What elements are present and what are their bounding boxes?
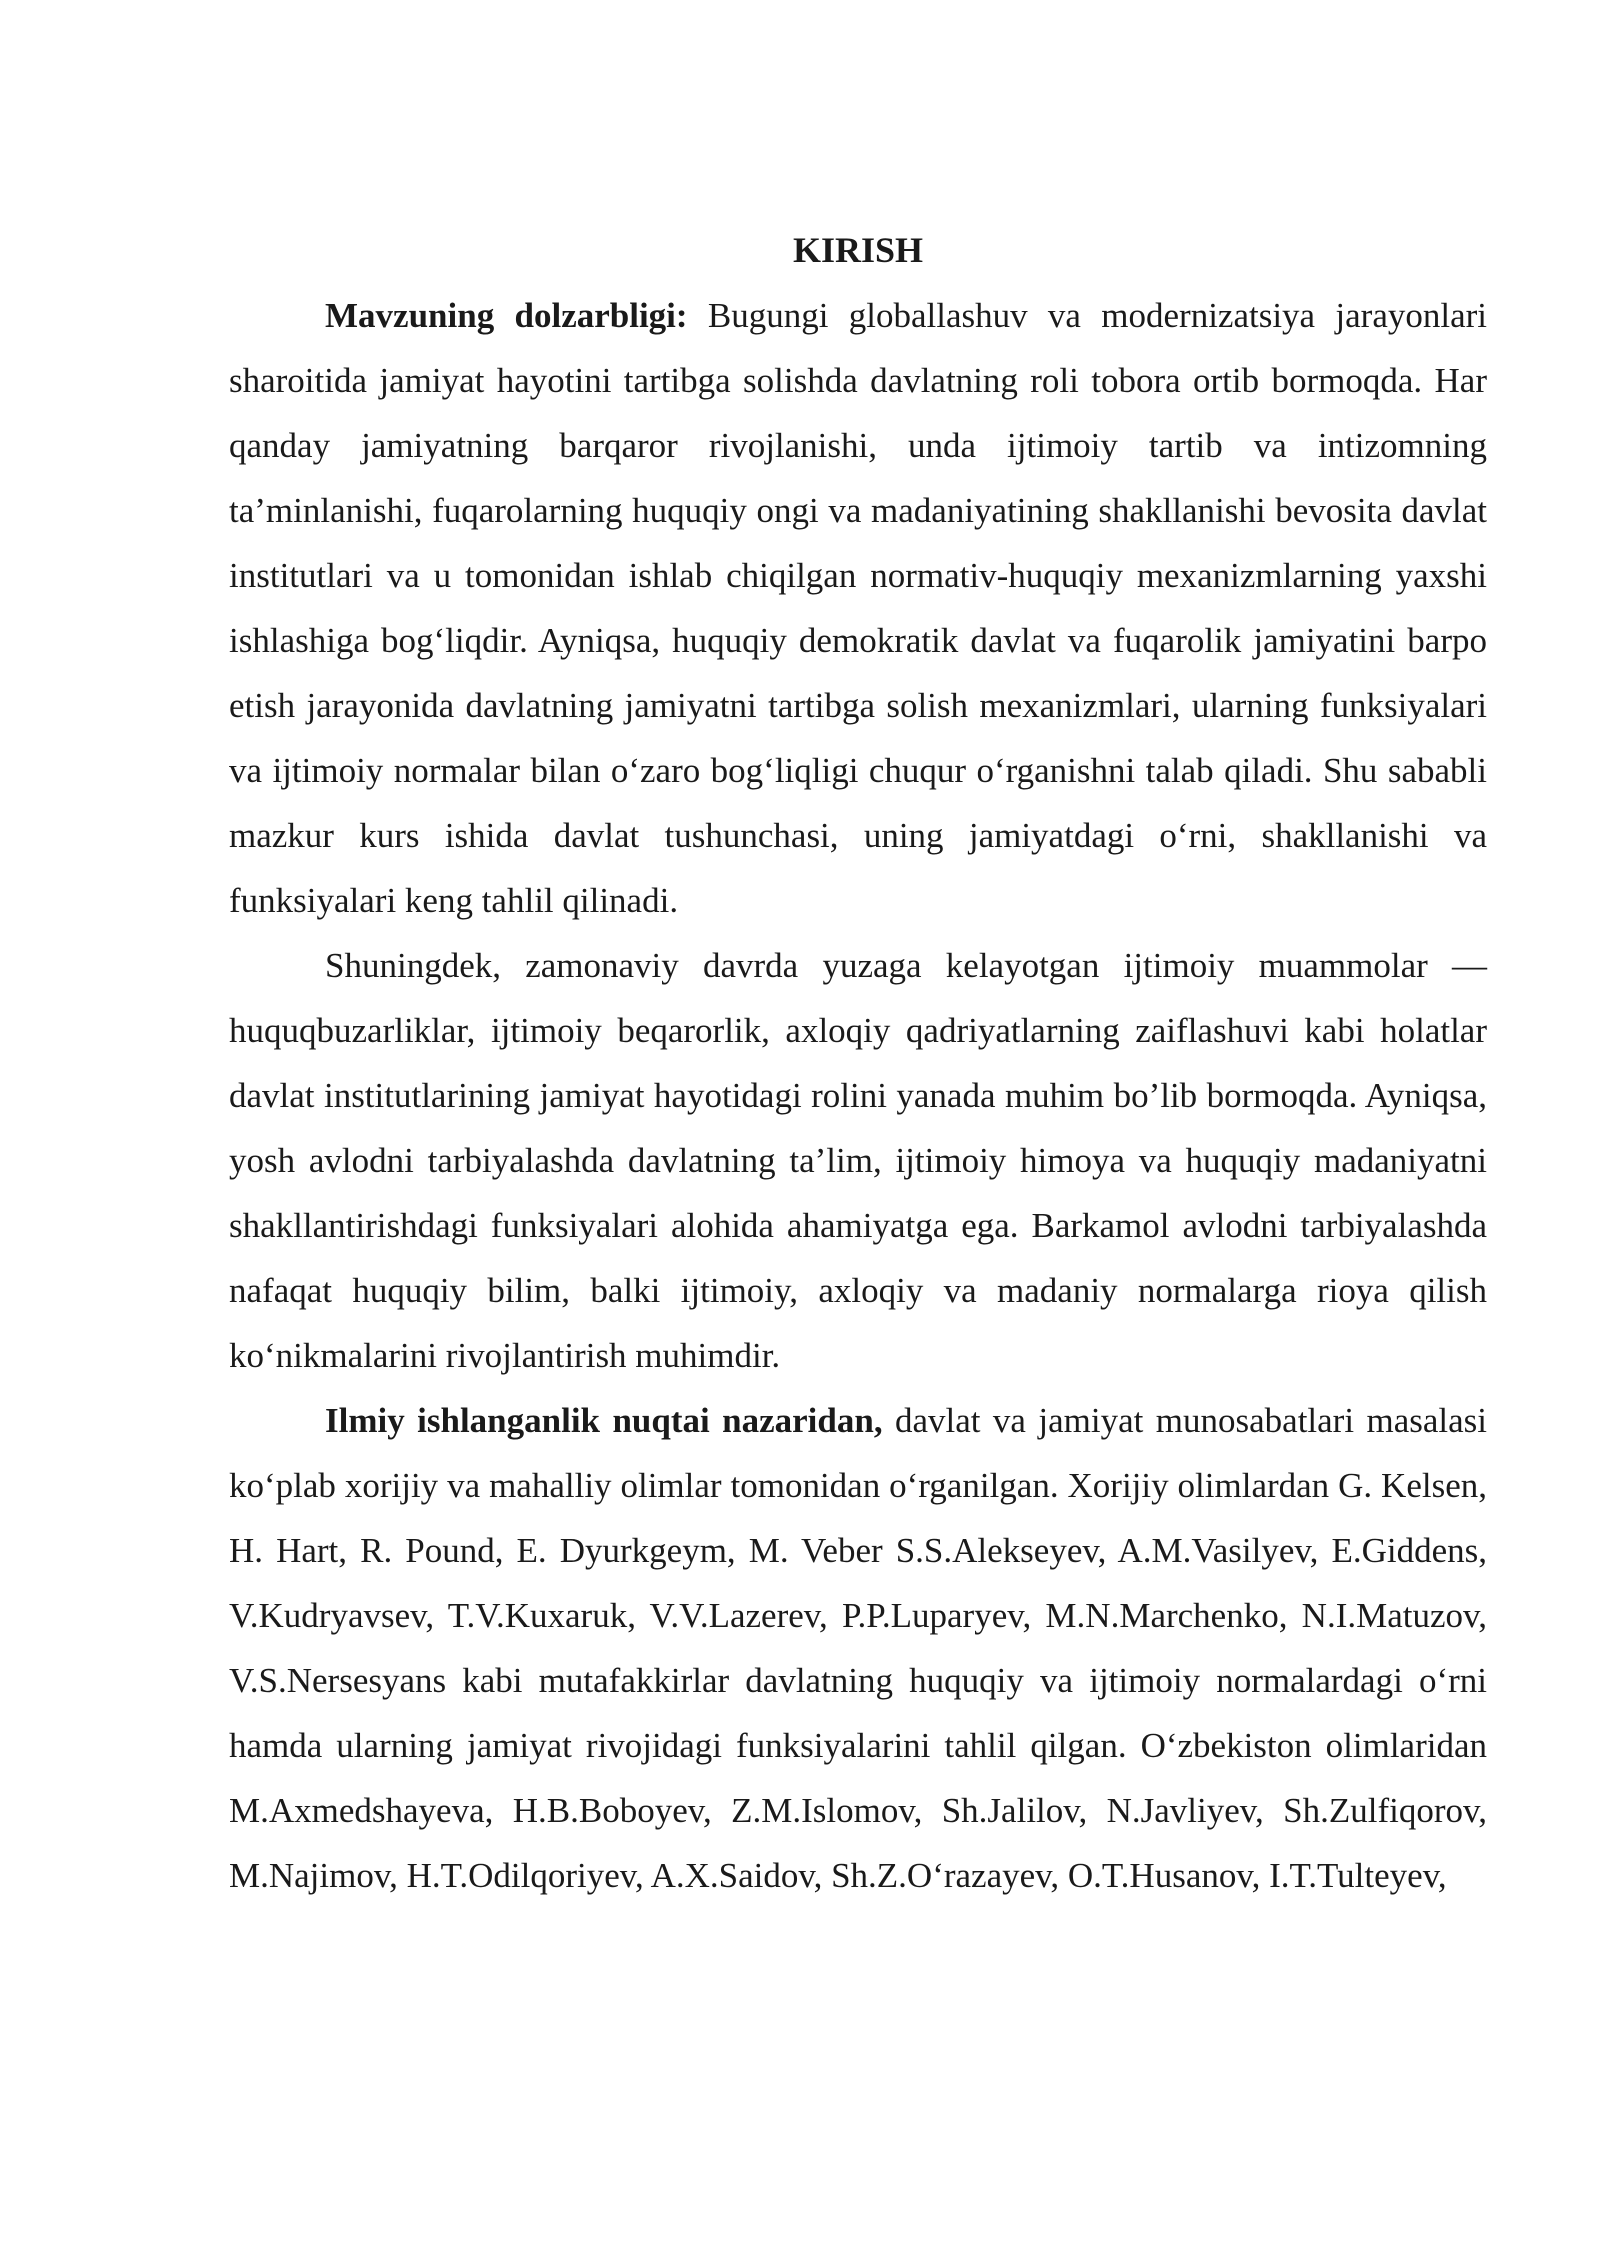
paragraph-text: davlat va jamiyat munosabatlari masalasi ko‘plab xorijiy va mahalliy olimlar tomonidan o‘rganilgan. Xorijiy olimlardan G. Kelsen, H. Hart, R. Pound, E. Dyurkgeym, M. Veber S.S.Alekseyev, A.M.Vasilyev, E.Giddens, V.Kudryavsev, T.V.Kuxaruk, V.V.Lazerev, P.P.Luparyev, M.N.Marchenko, N.I.Matuzov, V.S.Nersesyans kabi mutafakkirlar davlatning huquqiy va ijtimoiy normalardagi o‘rni hamda ularning jamiyat rivojidagi funksiyalarini tahlil qilgan. O‘zbekiston olimlaridan M.Axmedshayeva, H.B.Boboyev, Z.M.Islomov, Sh.Jalilov, N.Javliyev, Sh.Zulfiqorov, M.Najimov, H.T.Odilqoriyev, A.X.Saidov, Sh.Z.O‘razayev, O.T.Husanov, I.T.Tulteyev,	[229, 1401, 1487, 1895]
paragraph-social-problems	[229, 933, 1487, 1388]
document-page	[229, 218, 1487, 1908]
section-heading: KIRISH	[792, 230, 924, 270]
paragraph-relevance	[229, 283, 1487, 933]
paragraph-text: Shuningdek, zamonaviy davrda yuzaga kelayotgan ijtimoiy muammolar — huquqbuzarliklar, ijtimoiy beqarorlik, axloqiy qadriyatlarning zaiflashuvi kabi holatlar davlat institutlarining jamiyat hayotidagi rolini yanada muhim bo’lib bormoqda. Ayniqsa, yosh avlodni tarbiyalashda davlatning ta’lim, ijtimoiy himoya va huquqiy madaniyatni shakllantirishdagi funksiyalari alohida ahamiyatga ega. Barkamol avlodni tarbiyalashda nafaqat huquqiy bilim, balki ijtimoiy, axloqiy va madaniy normalarga rioya qilish ko‘nikmalarini rivojlantirish muhimdir.	[229, 946, 1487, 1375]
paragraph-lead: Mavzuning dolzarbligi:	[325, 296, 688, 335]
paragraph-text: Bugungi globallashuv va modernizatsiya jarayonlari sharoitida jamiyat hayotini tartibga solishda davlatning roli tobora ortib bormoqda. Har qanday jamiyatning barqaror rivojlanishi, unda ijtimoiy tartib va intizomning ta’minlanishi, fuqarolarning huquqiy ongi va madaniyatining shakllanishi bevosita davlat institutlari va u tomonidan ishlab chiqilgan normativ-huquqiy mexanizmlarning yaxshi ishlashiga bog‘liqdir. Ayniqsa, huquqiy demokratik davlat va fuqarolik jamiyatini barpo etish jarayonida davlatning jamiyatni tartibga solish mexanizmlari, ularning funksiyalari va ijtimoiy normalar bilan o‘zaro bog‘liqligi chuqur o‘rganishni talab qiladi. Shu sababli mazkur kurs ishida davlat tushunchasi, uning jamiyatdagi o‘rni, shakllanishi va funksiyalari keng tahlil qilinadi.	[229, 296, 1487, 920]
paragraph-lead: Ilmiy ishlanganlik nuqtai nazaridan,	[325, 1401, 883, 1440]
paragraph-scientific-study	[229, 1388, 1487, 1908]
